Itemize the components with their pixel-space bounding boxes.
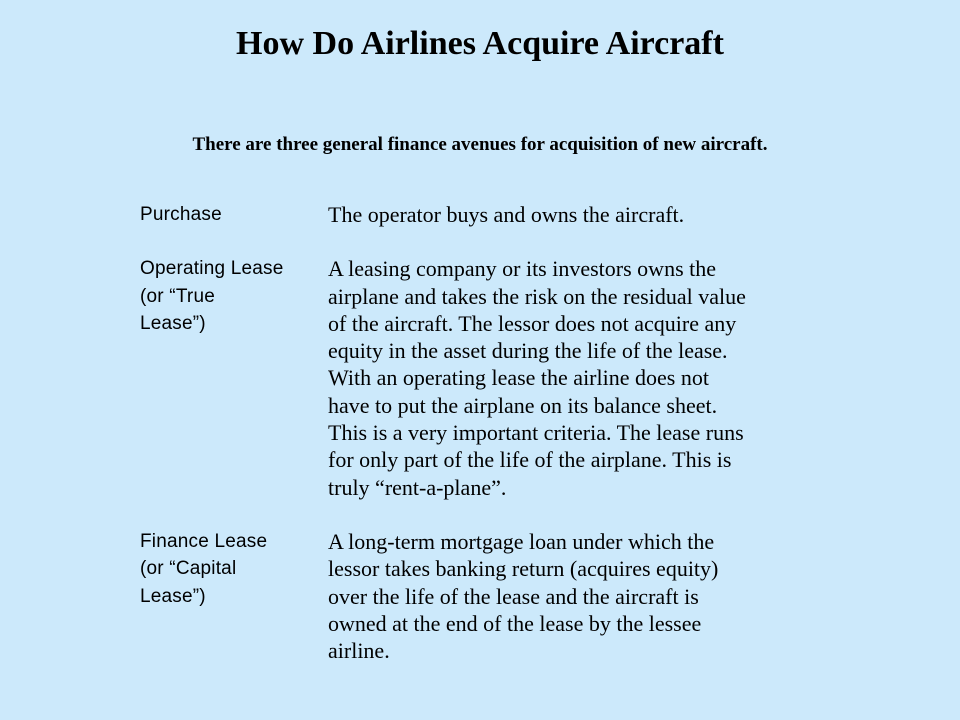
avenue-term xyxy=(140,201,328,228)
avenue-definition xyxy=(328,255,860,501)
term-line: Operating Lease xyxy=(140,258,284,280)
definition-line: over the life of the lease and the aircraft is xyxy=(328,583,699,609)
definition-line: truly “rent-a-plane”. xyxy=(328,474,507,500)
definition-line: A leasing company or its investors owns the xyxy=(328,256,717,282)
slide-subtitle: There are three general finance avenues for acquisition of new aircraft. xyxy=(192,134,768,155)
definition-line: equity in the asset during the life of the lease. xyxy=(328,338,728,364)
definition-line: airline. xyxy=(328,638,390,664)
finance-avenues-table xyxy=(140,201,860,664)
definition-line: A long-term mortgage loan under which the xyxy=(328,528,715,554)
avenue-term xyxy=(140,255,328,501)
definition-line: owned at the end of the lease by the lessee xyxy=(328,610,702,636)
definition-line: airplane and takes the risk on the residual value xyxy=(328,283,746,309)
avenue-row-operating-lease xyxy=(140,255,860,501)
row-spacer xyxy=(140,228,860,255)
row-spacer xyxy=(140,501,860,528)
avenue-row-purchase xyxy=(140,201,860,228)
definition-line: This is a very important criteria. The lease runs xyxy=(328,420,744,446)
avenue-row-finance-lease xyxy=(140,528,860,664)
definition-line: The operator buys and owns the aircraft. xyxy=(328,202,685,227)
avenue-term xyxy=(140,528,328,664)
term-line: (or “Capital xyxy=(140,558,237,580)
slide-title: How Do Airlines Acquire Aircraft xyxy=(236,25,724,62)
term-line: Purchase xyxy=(140,204,222,225)
definition-line: have to put the airplane on its balance sheet. xyxy=(328,392,718,418)
avenue-definition xyxy=(328,528,860,664)
definition-line: lessor takes banking return (acquires equity) xyxy=(328,556,719,582)
term-line: Lease”) xyxy=(140,312,206,334)
term-line: Lease”) xyxy=(140,585,206,607)
term-line: (or “True xyxy=(140,285,215,307)
definition-line: With an operating lease the airline does not xyxy=(328,365,709,391)
definition-line: for only part of the life of the airplane. This is xyxy=(328,447,732,473)
definition-line: of the aircraft. The lessor does not acquire any xyxy=(328,310,737,336)
avenue-definition xyxy=(328,201,860,228)
term-line: Finance Lease xyxy=(140,530,268,552)
